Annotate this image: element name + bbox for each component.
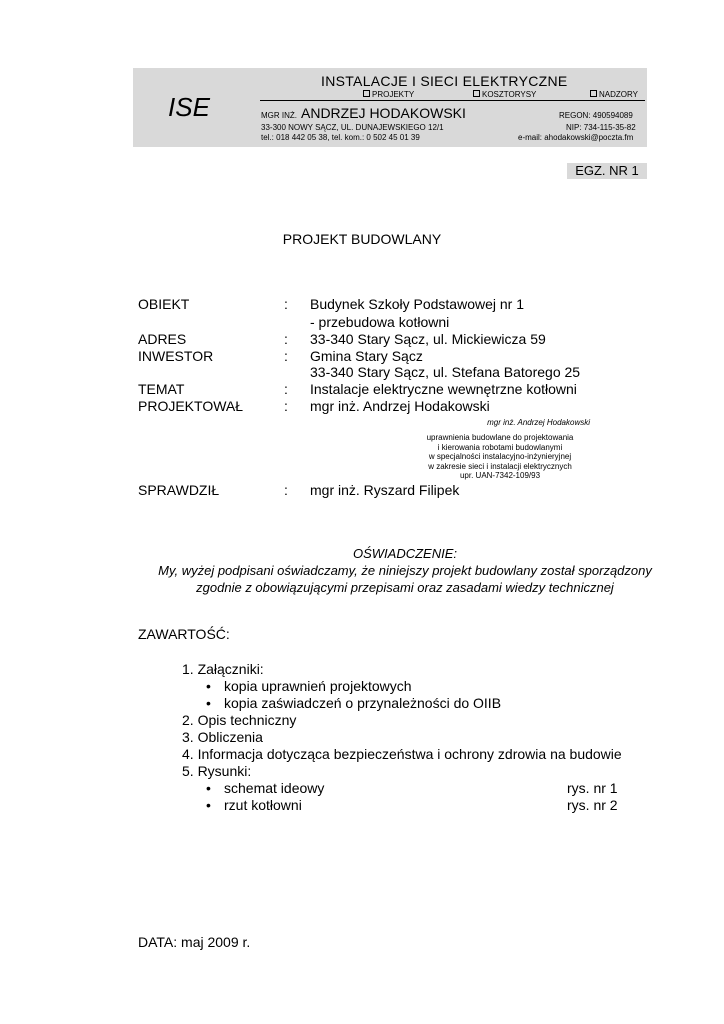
engineer-degree: MGR INŻ. — [261, 111, 297, 120]
temat-label: TEMAT — [138, 381, 185, 397]
copy-number: EGZ. NR 1 — [567, 163, 647, 179]
temat-value: Instalacje elektryczne wewnętrzne kotłowni — [310, 381, 577, 397]
service-projekty: PROJEKTY — [363, 90, 414, 99]
stamp-credentials — [390, 433, 610, 481]
letterhead — [133, 68, 647, 147]
drawing-ref: rys. nr 2 — [567, 797, 618, 813]
colon: : — [284, 296, 288, 312]
document-date: DATA: maj 2009 r. — [138, 934, 251, 950]
stamp-line: uprawnienia budowlane do projektowania — [426, 433, 574, 442]
service-nadzory: NADZORY — [590, 90, 638, 99]
stamp-line: w specjalności instalacyjno-inżynieryjnej — [428, 452, 572, 461]
inwestor-value: Gmina Stary Sącz — [310, 348, 423, 364]
document-title: PROJEKT BUDOWLANY — [282, 231, 442, 247]
letterhead-divider — [260, 100, 645, 101]
colon: : — [284, 482, 288, 498]
stamp-line: upr. UAN-7342-109/93 — [459, 471, 541, 480]
declaration-heading: OŚWIADCZENIE: — [352, 546, 457, 561]
checkbox-icon — [473, 90, 480, 97]
contents-item: 5. Rysunki: — [182, 763, 252, 779]
bullet-icon: • — [206, 695, 211, 711]
colon: : — [284, 348, 288, 364]
sprawdzil-value: mgr inż. Ryszard Filipek — [310, 482, 460, 498]
obiekt-value: Budynek Szkoły Podstawowej nr 1 — [310, 296, 524, 312]
drawing-name: schemat ideowy — [224, 780, 325, 796]
service-kosztorysy: KOSZTORYSY — [473, 90, 536, 99]
attachment-item: kopia zaświadczeń o przynależności do OIIB — [224, 695, 502, 711]
contents-item: 1. Załączniki: — [182, 661, 264, 677]
company-address: 33-300 NOWY SĄCZ, UL. DUNAJEWSKIEGO 12/1 — [261, 123, 444, 132]
company-logo: ISE — [168, 92, 210, 122]
contents-item: 2. Opis techniczny — [182, 712, 297, 728]
stamp-line: i kierowania robotami budowlanymi — [437, 442, 563, 452]
inwestor-label: INWESTOR — [138, 348, 214, 364]
obiekt-label: OBIEKT — [138, 296, 190, 312]
email-address: e-mail: ahodakowski@poczta.fm — [518, 133, 634, 142]
company-title: INSTALACJE I SIECI ELEKTRYCZNE — [321, 73, 568, 89]
phone-numbers: tel.: 018 442 05 38, tel. kom.: 0 502 45 01 39 — [261, 133, 420, 142]
colon: : — [284, 398, 288, 414]
adres-label: ADRES — [138, 331, 187, 347]
sprawdzil-label: SPRAWDZIŁ — [138, 482, 220, 498]
bullet-icon: • — [206, 678, 211, 694]
bullet-icon: • — [206, 797, 211, 813]
declaration-line: zgodnie z obowiązującymi przepisami oraz zasadami wiedzy technicznej — [196, 580, 614, 595]
contents-item: 4. Informacja dotycząca bezpieczeństwa i ochrony zdrowia na budowie — [182, 746, 622, 762]
declaration-line: My, wyżej podpisani oświadczamy, że niniejszy projekt budowlany został sporządzony — [158, 563, 652, 578]
checkbox-icon — [363, 90, 370, 97]
contents-item: 3. Obliczenia — [182, 729, 263, 745]
colon: : — [284, 381, 288, 397]
projektowal-label: PROJEKTOWAŁ — [138, 398, 244, 414]
colon: : — [284, 331, 288, 347]
adres-value: 33-340 Stary Sącz, ul. Mickiewicza 59 — [310, 331, 546, 347]
contents-title: ZAWARTOŚĆ: — [138, 626, 230, 642]
attachment-item: kopia uprawnień projektowych — [224, 678, 412, 694]
bullet-icon: • — [206, 780, 211, 796]
drawing-name: rzut kotłowni — [224, 797, 302, 813]
drawing-ref: rys. nr 1 — [567, 780, 618, 796]
inwestor-address: 33-340 Stary Sącz, ul. Stefana Batorego 25 — [310, 364, 581, 380]
projektowal-value: mgr inż. Andrzej Hodakowski — [310, 398, 490, 414]
stamp-name: mgr inż. Andrzej Hodakowski — [487, 418, 590, 427]
obiekt-value-line2: - przebudowa kotłowni — [310, 314, 450, 330]
nip: NIP: 734-115-35-82 — [566, 123, 636, 132]
stamp-line: w zakresie sieci i instalacji elektrycznych — [428, 461, 572, 471]
engineer-name: MGR INŻ. ANDRZEJ HODAKOWSKI — [261, 105, 466, 121]
regon: REGON: 490594089 — [559, 111, 633, 120]
checkbox-icon — [590, 90, 597, 97]
